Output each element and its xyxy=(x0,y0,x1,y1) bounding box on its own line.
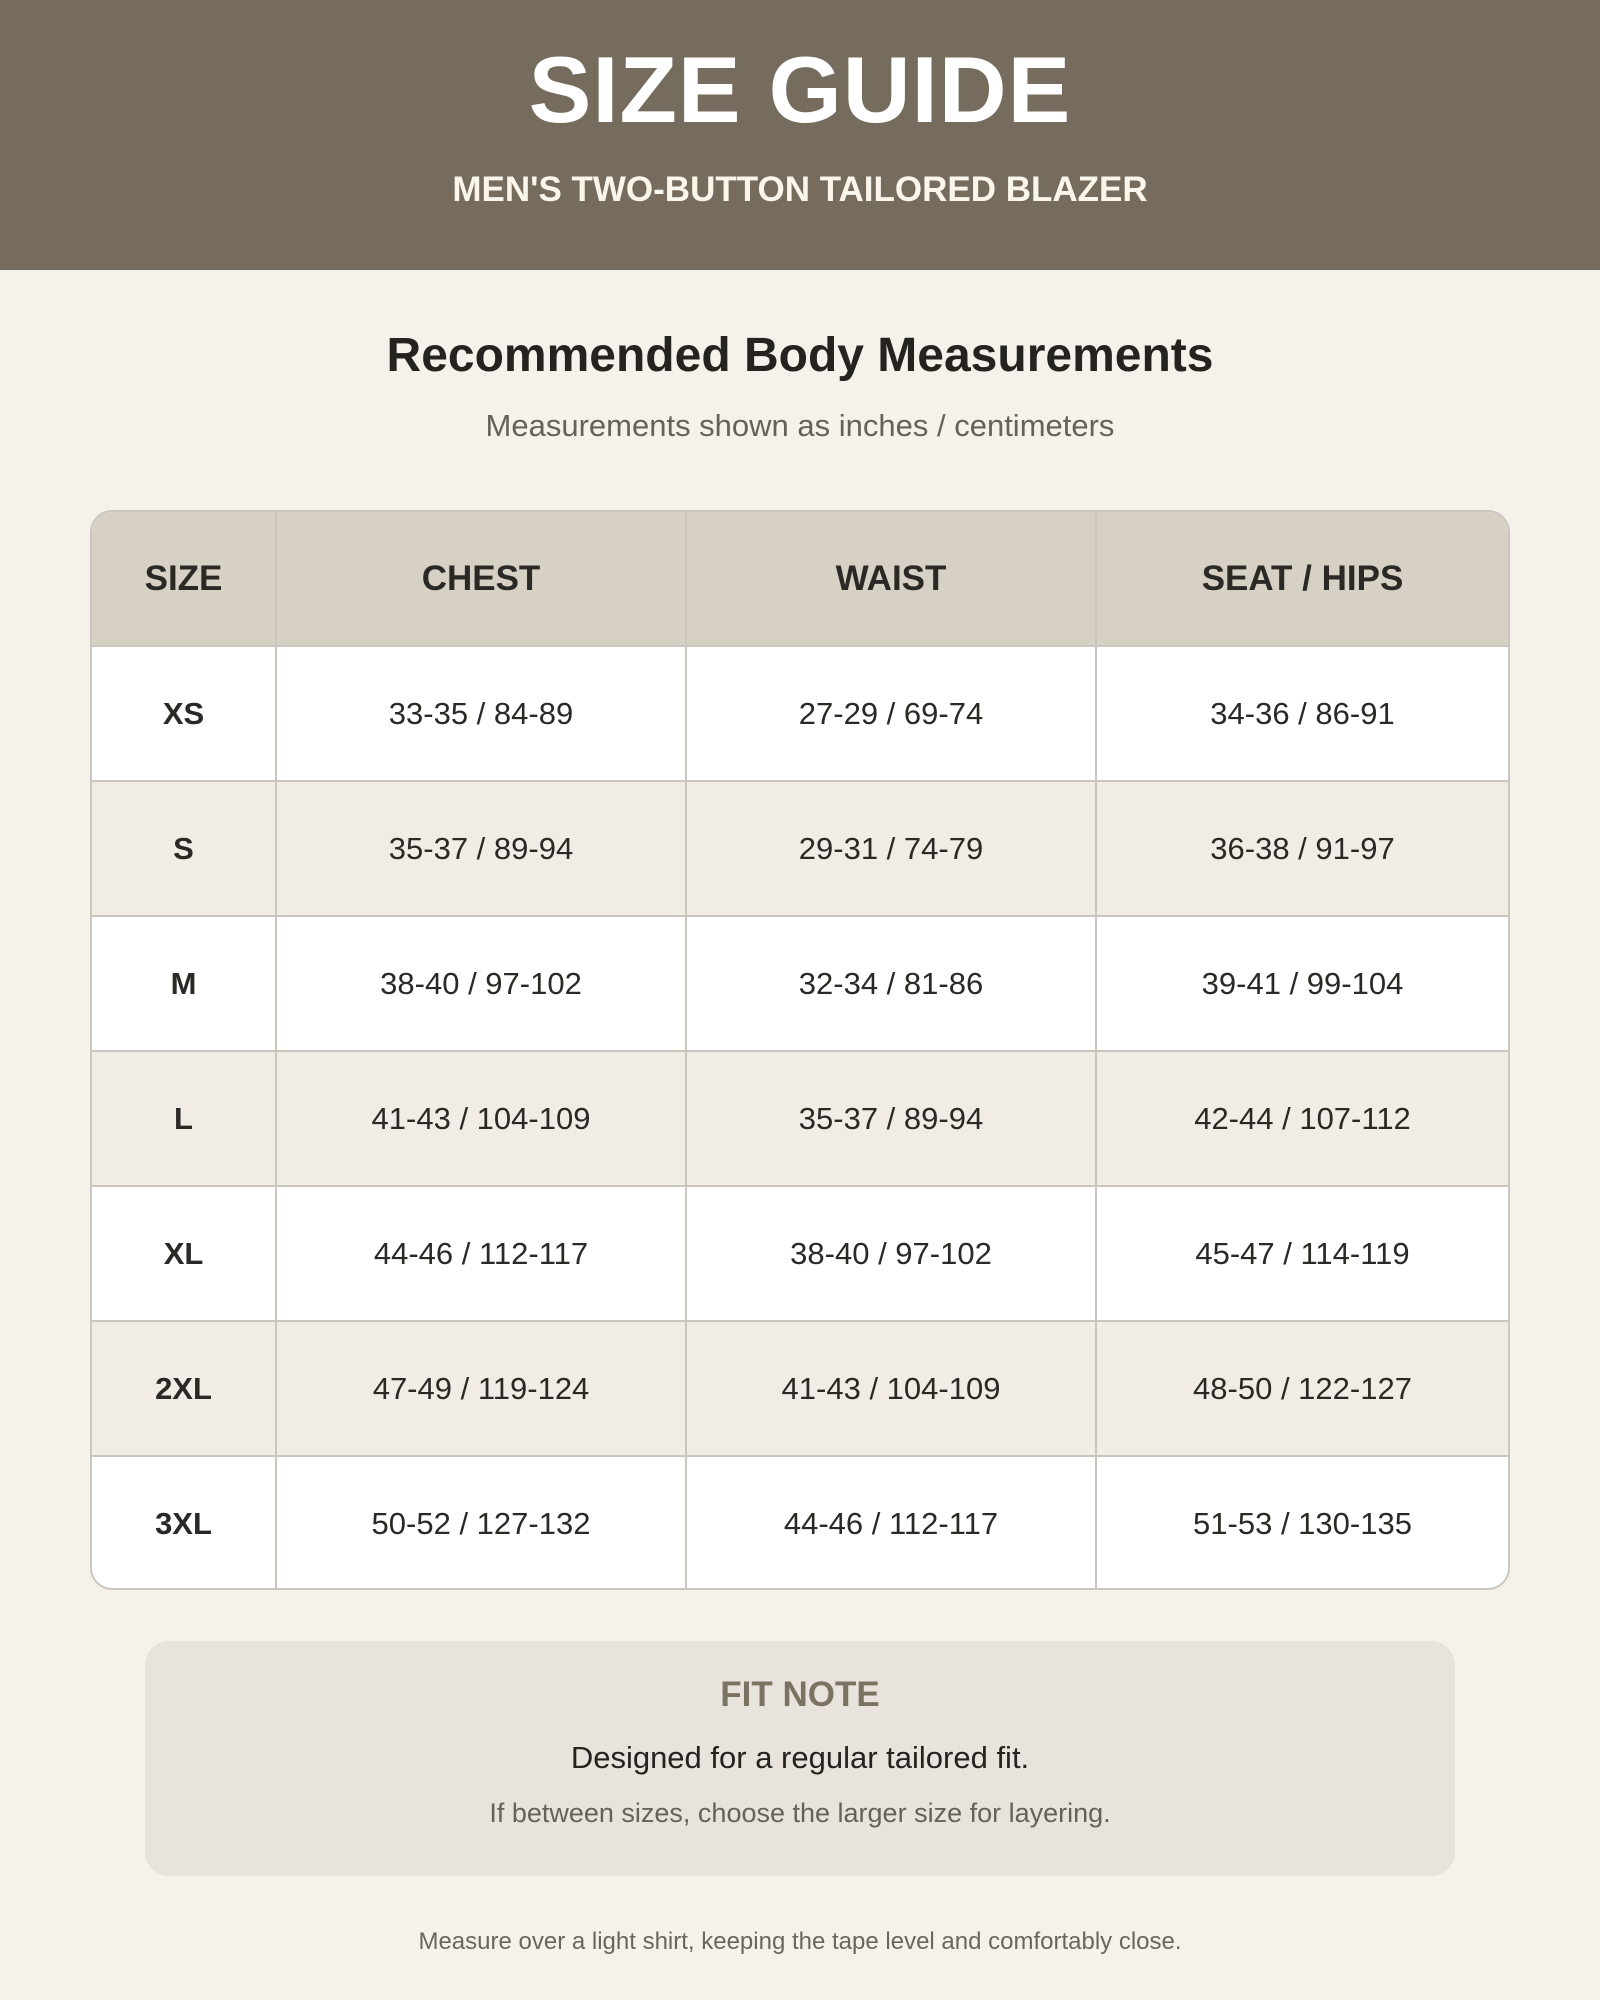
table-row xyxy=(92,1051,1508,1186)
chest-cell: 41-43 / 104-109 xyxy=(276,1051,686,1186)
waist-cell: 35-37 / 89-94 xyxy=(686,1051,1096,1186)
table-row xyxy=(92,1321,1508,1456)
size-cell: L xyxy=(92,1051,276,1186)
seat-cell: 36-38 / 91-97 xyxy=(1096,781,1508,916)
fit-note-sub-text: If between sizes, choose the larger size for layering. xyxy=(489,1798,1111,1828)
header-banner xyxy=(0,0,1600,270)
column-header-size: SIZE xyxy=(92,512,276,646)
table-row xyxy=(92,781,1508,916)
column-header-seat-hips: SEAT / HIPS xyxy=(1096,512,1508,646)
size-cell: 2XL xyxy=(92,1321,276,1456)
size-cell: 3XL xyxy=(92,1456,276,1590)
size-cell: XS xyxy=(92,646,276,781)
waist-cell: 41-43 / 104-109 xyxy=(686,1321,1096,1456)
seat-cell: 45-47 / 114-119 xyxy=(1096,1186,1508,1321)
seat-cell: 51-53 / 130-135 xyxy=(1096,1456,1508,1590)
waist-cell: 29-31 / 74-79 xyxy=(686,781,1096,916)
seat-cell: 48-50 / 122-127 xyxy=(1096,1321,1508,1456)
seat-cell: 34-36 / 86-91 xyxy=(1096,646,1508,781)
chest-cell: 50-52 / 127-132 xyxy=(276,1456,686,1590)
table-row xyxy=(92,1456,1508,1590)
chest-cell: 35-37 / 89-94 xyxy=(276,781,686,916)
waist-cell: 27-29 / 69-74 xyxy=(686,646,1096,781)
product-subtitle: MEN'S TWO-BUTTON TAILORED BLAZER xyxy=(452,170,1148,209)
waist-cell: 32-34 / 81-86 xyxy=(686,916,1096,1051)
chest-cell: 44-46 / 112-117 xyxy=(276,1186,686,1321)
table-row xyxy=(92,1186,1508,1321)
size-cell: M xyxy=(92,916,276,1051)
chest-cell: 47-49 / 119-124 xyxy=(276,1321,686,1456)
size-cell: XL xyxy=(92,1186,276,1321)
section-subtitle: Measurements shown as inches / centimeters xyxy=(485,408,1115,443)
fit-note-main-text: Designed for a regular tailored fit. xyxy=(570,1740,1030,1775)
column-header-chest: CHEST xyxy=(276,512,686,646)
size-cell: S xyxy=(92,781,276,916)
waist-cell: 44-46 / 112-117 xyxy=(686,1456,1096,1590)
seat-cell: 39-41 / 99-104 xyxy=(1096,916,1508,1051)
size-table xyxy=(90,510,1510,1590)
fit-note-title: FIT NOTE xyxy=(720,1675,880,1714)
page-title: SIZE GUIDE xyxy=(528,37,1072,142)
chest-cell: 38-40 / 97-102 xyxy=(276,916,686,1051)
footer-note: Measure over a light shirt, keeping the tape level and comfortably close. xyxy=(418,1928,1182,1955)
table-header-row xyxy=(92,512,1508,646)
table-row xyxy=(92,916,1508,1051)
waist-cell: 38-40 / 97-102 xyxy=(686,1186,1096,1321)
section-title: Recommended Body Measurements xyxy=(386,329,1214,382)
chest-cell: 33-35 / 84-89 xyxy=(276,646,686,781)
seat-cell: 42-44 / 107-112 xyxy=(1096,1051,1508,1186)
table-row xyxy=(92,646,1508,781)
fit-note-box xyxy=(145,1641,1455,1876)
column-header-waist: WAIST xyxy=(686,512,1096,646)
